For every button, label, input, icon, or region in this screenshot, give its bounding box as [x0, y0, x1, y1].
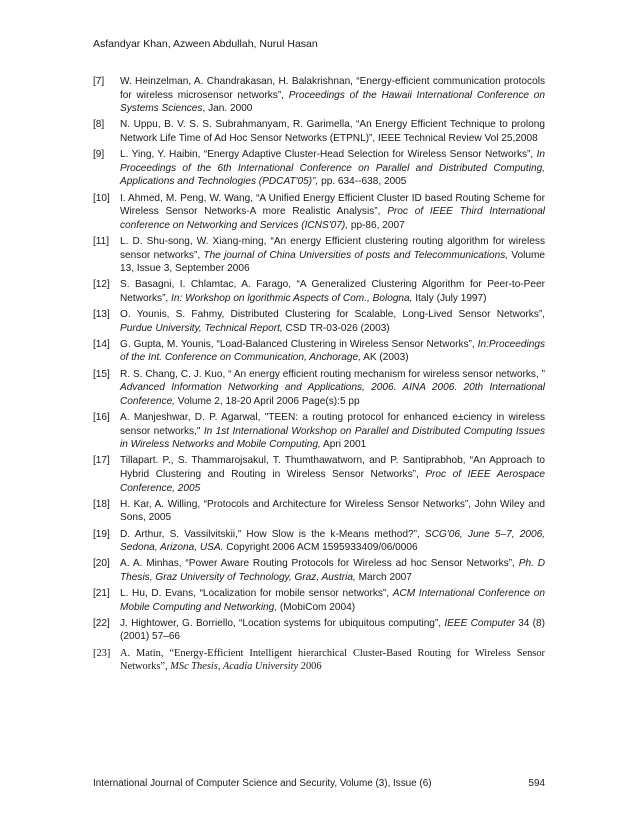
reference-segment: (MobiCom 2004) — [277, 601, 356, 613]
reference-segment: N. Uppu, B. V. S. S. Subrahmanyam, R. Garimella, “An Energy Efficient Technique to prolong Network Life Time of Ad Hoc Sensor Networks (ETPNL)”, IEEE Technical Review Vol 25,2008 — [120, 119, 545, 144]
reference-segment: O. Younis, S. Fahmy, Distributed Clustering for Scalable, Long-Lived Sensor Networks”, — [120, 309, 545, 321]
reference-segment: L. D. Shu-song, W. Xiang-ming, “An energy Efficient clustering routing algorithm for wireless sensor networks”, — [120, 235, 545, 261]
reference-number: [19] — [93, 528, 110, 540]
reference-segment: Tillapart. P., S. Thammarojsakul, T. Thumthawatworn, and P. Santiprabhob, “An Approach to Hybrid Clustering and Routing in Wireless Sensor Networks”, — [120, 455, 545, 480]
reference-item — [93, 411, 545, 452]
reference-venue: In:Proceedings of the Int. Conference on Communication, Anchorage, — [120, 338, 545, 364]
running-head: Asfandyar Khan, Azween Abdullah, Nurul Hasan — [93, 38, 318, 50]
reference-segment: Italy (July 1997) — [412, 292, 487, 304]
reference-segment: Volume 13, Issue 3, September 2006 — [120, 249, 545, 275]
reference-item — [93, 148, 545, 189]
reference-venue: In Proceedings of the 6th International Conference on Parallel and Distributed Computing, Applications and Technologies (PDCAT'05)”, — [120, 149, 545, 188]
reference-text — [120, 338, 545, 365]
reference-number: [16] — [93, 412, 110, 423]
reference-venue: Purdue University, Technical Report, — [120, 322, 283, 334]
reference-text — [120, 411, 545, 452]
reference-segment: W. Heinzelman, A. Chandrakasan, H. Balakrishnan, “Energy-efficient communication protocols for wireless microsensor networks”, — [120, 76, 545, 101]
reference-segment: J. Hightower, G. Borriello, “Location systems for ubiquitous computing”, — [120, 617, 445, 629]
reference-venue: SCG'06, June 5–7, 2006, Sedona, Arizona, USA. — [120, 528, 545, 554]
reference-segment: March 2007 — [355, 571, 412, 583]
page-number: 594 — [528, 778, 545, 789]
reference-number: [8] — [93, 119, 105, 131]
reference-number: [13] — [93, 309, 110, 321]
reference-venue: ACM International Conference on Mobile Computing and Networking, — [120, 588, 546, 613]
reference-number: [23] — [93, 647, 111, 659]
reference-item — [93, 528, 545, 555]
reference-venue: In 1st International Workshop on Parallel and Distributed Computing Issues in Wireless Networks and Mobile Computing, — [120, 425, 546, 451]
reference-segment: D. Arthur, S. Vassilvitskii,” How Slow is the k-Means method?”, — [120, 528, 425, 540]
reference-segment: R. S. Chang, C. J. Kuo, “ An energy efficient routing mechanism for wireless sensor networks, ” — [120, 368, 545, 380]
reference-item — [93, 278, 545, 305]
reference-item — [93, 498, 545, 525]
reference-segment: 34 (8) (2001) 57–66 — [120, 617, 545, 643]
reference-text — [120, 498, 545, 525]
reference-text — [120, 617, 545, 644]
reference-segment: G. Gupta, M. Younis, “Load-Balanced Clustering in Wireless Sensor Networks”, — [120, 338, 478, 350]
reference-segment: S. Basagni, I. Chlamtac, A. Farago, “A Generalized Clustering Algorithm for Peer-to-Peer Networks”, — [120, 279, 545, 304]
reference-item — [93, 118, 545, 145]
reference-number: [9] — [93, 149, 105, 161]
reference-item — [93, 338, 545, 365]
reference-number: [21] — [93, 588, 110, 600]
reference-text — [120, 148, 545, 189]
reference-list — [93, 75, 545, 676]
reference-segment: A. A. Minhas, “Power Aware Routing Protocols for Wireless ad hoc Sensor Networks”, — [120, 558, 519, 570]
reference-segment: I. Ahmed, M. Peng, W. Wang, “A Unified Energy Efficient Cluster ID based Routing Scheme for Wireless Sensor Networks-A more Realistic Analysis”, — [120, 192, 545, 218]
reference-item — [93, 587, 545, 614]
reference-venue: Proc of IEEE Aerospace Conference, 2005 — [120, 468, 545, 494]
reference-text — [120, 308, 545, 335]
journal-citation: International Journal of Computer Science and Security, Volume (3), Issue (6) — [93, 778, 432, 789]
reference-segment: , Jan. 2000 — [202, 103, 253, 115]
reference-number: [18] — [93, 498, 110, 510]
reference-segment: L. Ying, Y. Haibin, “Energy Adaptive Cluster-Head Selection for Wireless Sensor Networks”, — [120, 149, 537, 161]
reference-segment: 2006 — [298, 661, 322, 673]
reference-text — [120, 192, 545, 233]
reference-number: [7] — [93, 76, 105, 87]
reference-segment: L. Hu, D. Evans, “Localization for mobile sensor networks”, — [120, 588, 393, 600]
reference-venue: IEEE Computer — [444, 617, 515, 629]
reference-text — [120, 647, 545, 674]
reference-number: [17] — [93, 455, 110, 467]
reference-number: [12] — [93, 279, 110, 291]
reference-text — [120, 118, 545, 145]
reference-venue: Proceedings of the Hawaii International Conference on Systems Sciences — [120, 89, 545, 115]
reference-number: [22] — [93, 617, 110, 629]
reference-text — [120, 528, 545, 555]
reference-item — [93, 308, 545, 335]
reference-segment: AK (2003) — [360, 352, 409, 364]
reference-venue: MSc Thesis, Acadia University — [170, 661, 299, 673]
reference-segment: Copyright 2006 ACM 1595933409/06/0006 — [223, 542, 418, 554]
reference-text — [120, 454, 545, 495]
reference-number: [15] — [93, 368, 110, 380]
reference-text — [120, 278, 545, 305]
reference-segment: CSD TR-03-026 (2003) — [282, 322, 390, 334]
reference-segment: A. Manjeshwar, D. P. Agarwal, "TEEN: a routing protocol for enhanced e±ciency in wireless sensor networks," — [120, 412, 545, 437]
reference-venue: Proc of IEEE Third International conference on Networking and Services (ICNS'07), — [120, 206, 545, 231]
reference-venue: Advanced Information Networking and Applications, 2006. AINA 2006. 20th International Conference, — [120, 382, 545, 407]
reference-item — [93, 75, 545, 116]
reference-text — [120, 368, 545, 409]
reference-item — [93, 368, 545, 409]
reference-item — [93, 617, 545, 644]
reference-number: [10] — [93, 192, 110, 204]
reference-segment: Apri 2001 — [320, 439, 367, 451]
reference-venue: In: Workshop on lgorithmic Aspects of Com., Bologna, — [171, 292, 413, 304]
reference-number: [14] — [93, 338, 110, 350]
reference-item — [93, 454, 545, 495]
reference-item — [93, 557, 545, 584]
reference-text — [120, 557, 545, 584]
reference-text — [120, 235, 545, 276]
reference-item — [93, 647, 545, 674]
reference-number: [20] — [93, 558, 110, 570]
reference-item — [93, 192, 545, 233]
reference-text — [120, 587, 545, 614]
reference-number: [11] — [93, 235, 110, 247]
reference-segment: pp-86, 2007 — [348, 219, 405, 231]
reference-venue: The journal of China Universities of posts and Telecommunications, — [203, 249, 509, 261]
reference-segment: Volume 2, 18-20 April 2006 Page(s):5 pp — [175, 395, 360, 407]
reference-text — [120, 75, 545, 116]
reference-segment: A. Matin, “Energy-Efficient Intelligent hierarchical Cluster-Based Routing for Wireless Sensor Networks”, — [120, 647, 545, 673]
reference-item — [93, 235, 545, 276]
reference-segment: H. Kar, A. Willing, “Protocols and Architecture for Wireless Sensor Networks”, John Wiley and Sons, 2005 — [120, 498, 545, 524]
reference-segment: pp. 634--638, 2005 — [318, 176, 407, 188]
page-footer — [93, 778, 545, 789]
reference-venue: Ph. D Thesis, Graz University of Technology, Graz, Austria, — [120, 558, 546, 583]
